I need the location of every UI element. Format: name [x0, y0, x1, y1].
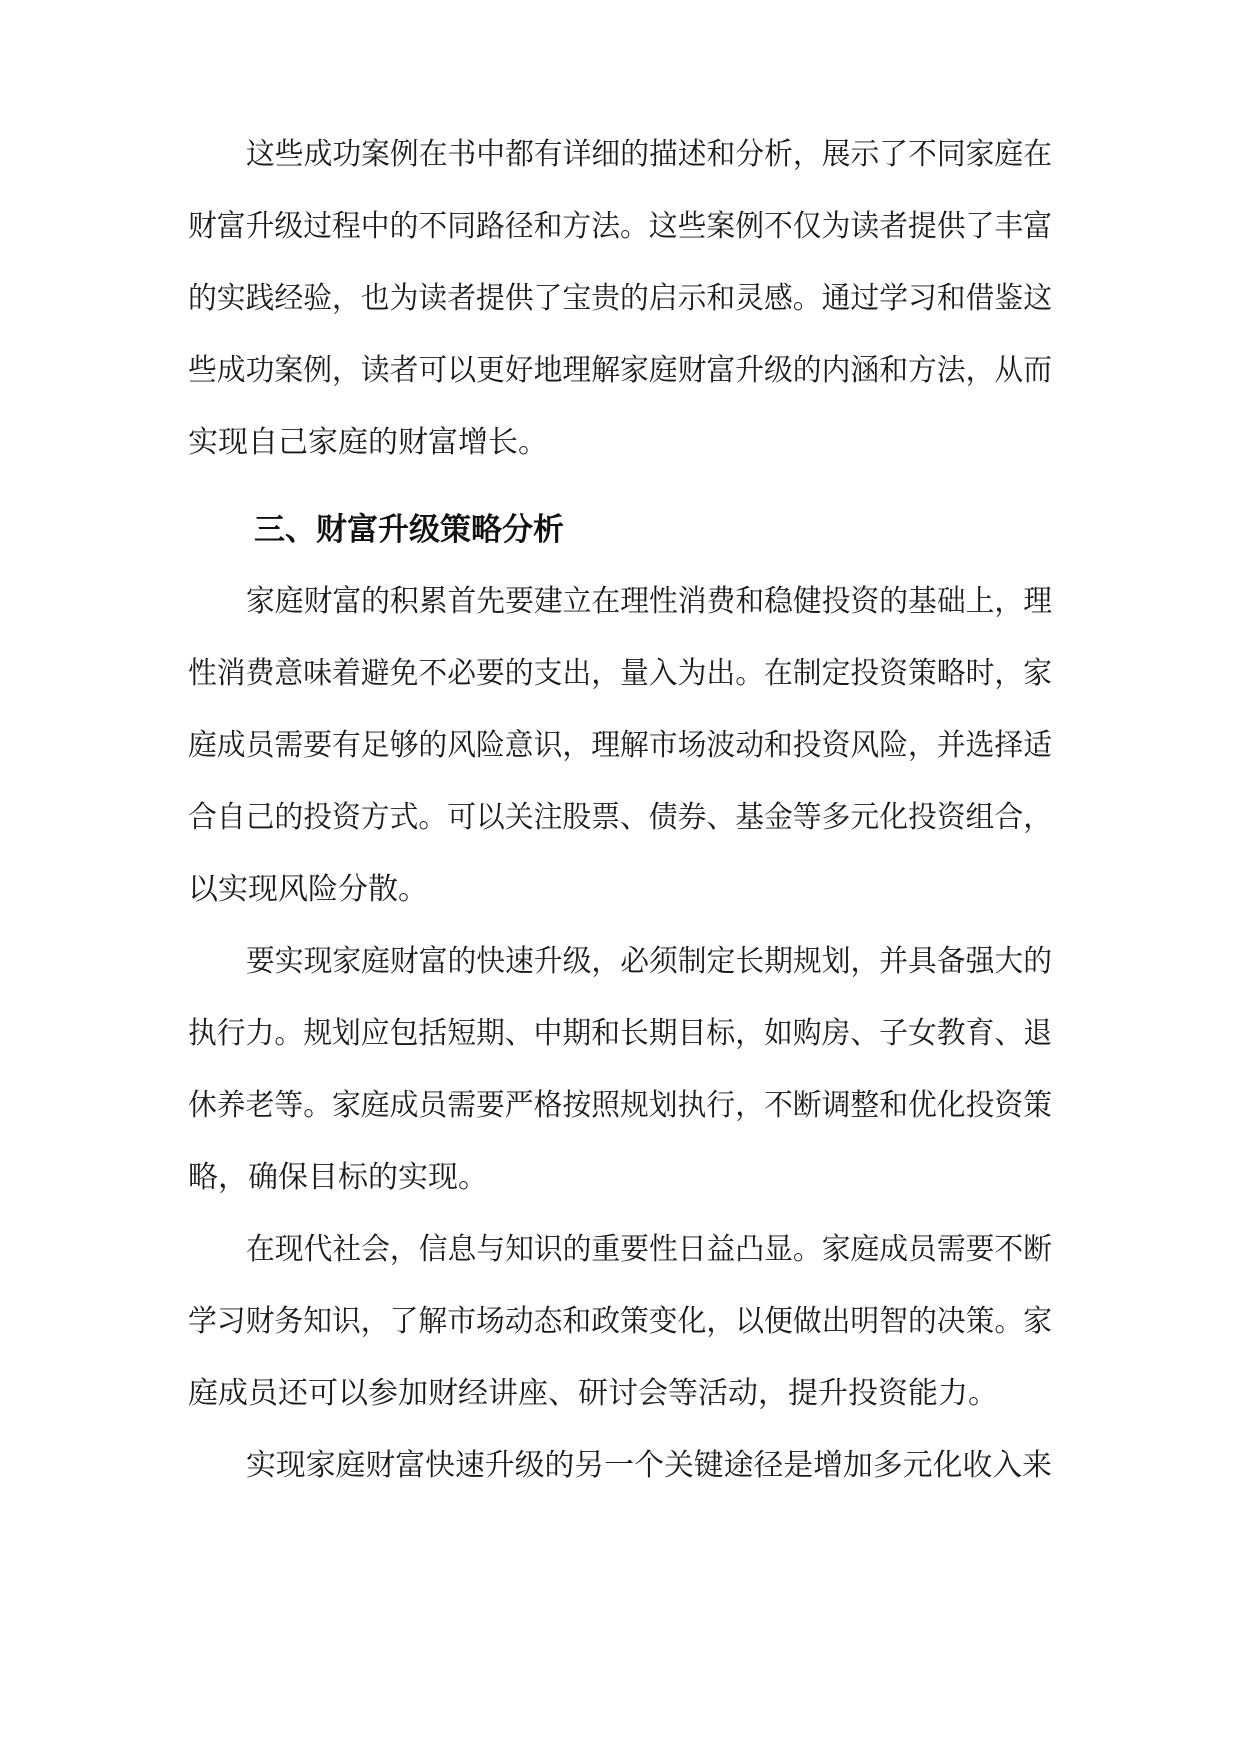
paragraph-line: 的实践经验，也为读者提供了宝贵的启示和灵感。通过学习和借鉴这 — [188, 281, 1052, 316]
paragraph-line: 学习财务知识，了解市场动态和政策变化，以便做出明智的决策。家 — [188, 1304, 1052, 1339]
paragraph-line: 家庭财富的积累首先要建立在理性消费和稳健投资的基础上，理 — [246, 584, 1052, 619]
paragraph-line: 这些成功案例在书中都有详细的描述和分析，展示了不同家庭在 — [246, 137, 1052, 172]
section-heading: 三、财富升级策略分析 — [254, 512, 564, 548]
paragraph-line: 些成功案例，读者可以更好地理解家庭财富升级的内涵和方法，从而 — [188, 353, 1052, 388]
paragraph-line: 性消费意味着避免不必要的支出，量入为出。在制定投资策略时，家 — [188, 656, 1052, 691]
paragraph-line: 休养老等。家庭成员需要严格按照规划执行，不断调整和优化投资策 — [188, 1088, 1052, 1123]
paragraph-line: 要实现家庭财富的快速升级，必须制定长期规划，并具备强大的 — [246, 944, 1052, 979]
paragraph-line: 庭成员需要有足够的风险意识，理解市场波动和投资风险，并选择适 — [188, 728, 1052, 763]
paragraph-line: 庭成员还可以参加财经讲座、研讨会等活动，提升投资能力。 — [188, 1376, 998, 1411]
paragraph-line: 实现自己家庭的财富增长。 — [188, 425, 548, 460]
paragraph-line: 在现代社会，信息与知识的重要性日益凸显。家庭成员需要不断 — [246, 1232, 1052, 1267]
paragraph-line: 合自己的投资方式。可以关注股票、债券、基金等多元化投资组合， — [188, 800, 1052, 835]
paragraph-line: 执行力。规划应包括短期、中期和长期目标，如购房、子女教育、退 — [188, 1016, 1052, 1051]
paragraph-line: 财富升级过程中的不同路径和方法。这些案例不仅为读者提供了丰富 — [188, 209, 1052, 244]
paragraph-line: 实现家庭财富快速升级的另一个关键途径是增加多元化收入来 — [246, 1448, 1053, 1483]
paragraph-line: 以实现风险分散。 — [188, 872, 428, 907]
paragraph-line: 略，确保目标的实现。 — [188, 1160, 488, 1195]
